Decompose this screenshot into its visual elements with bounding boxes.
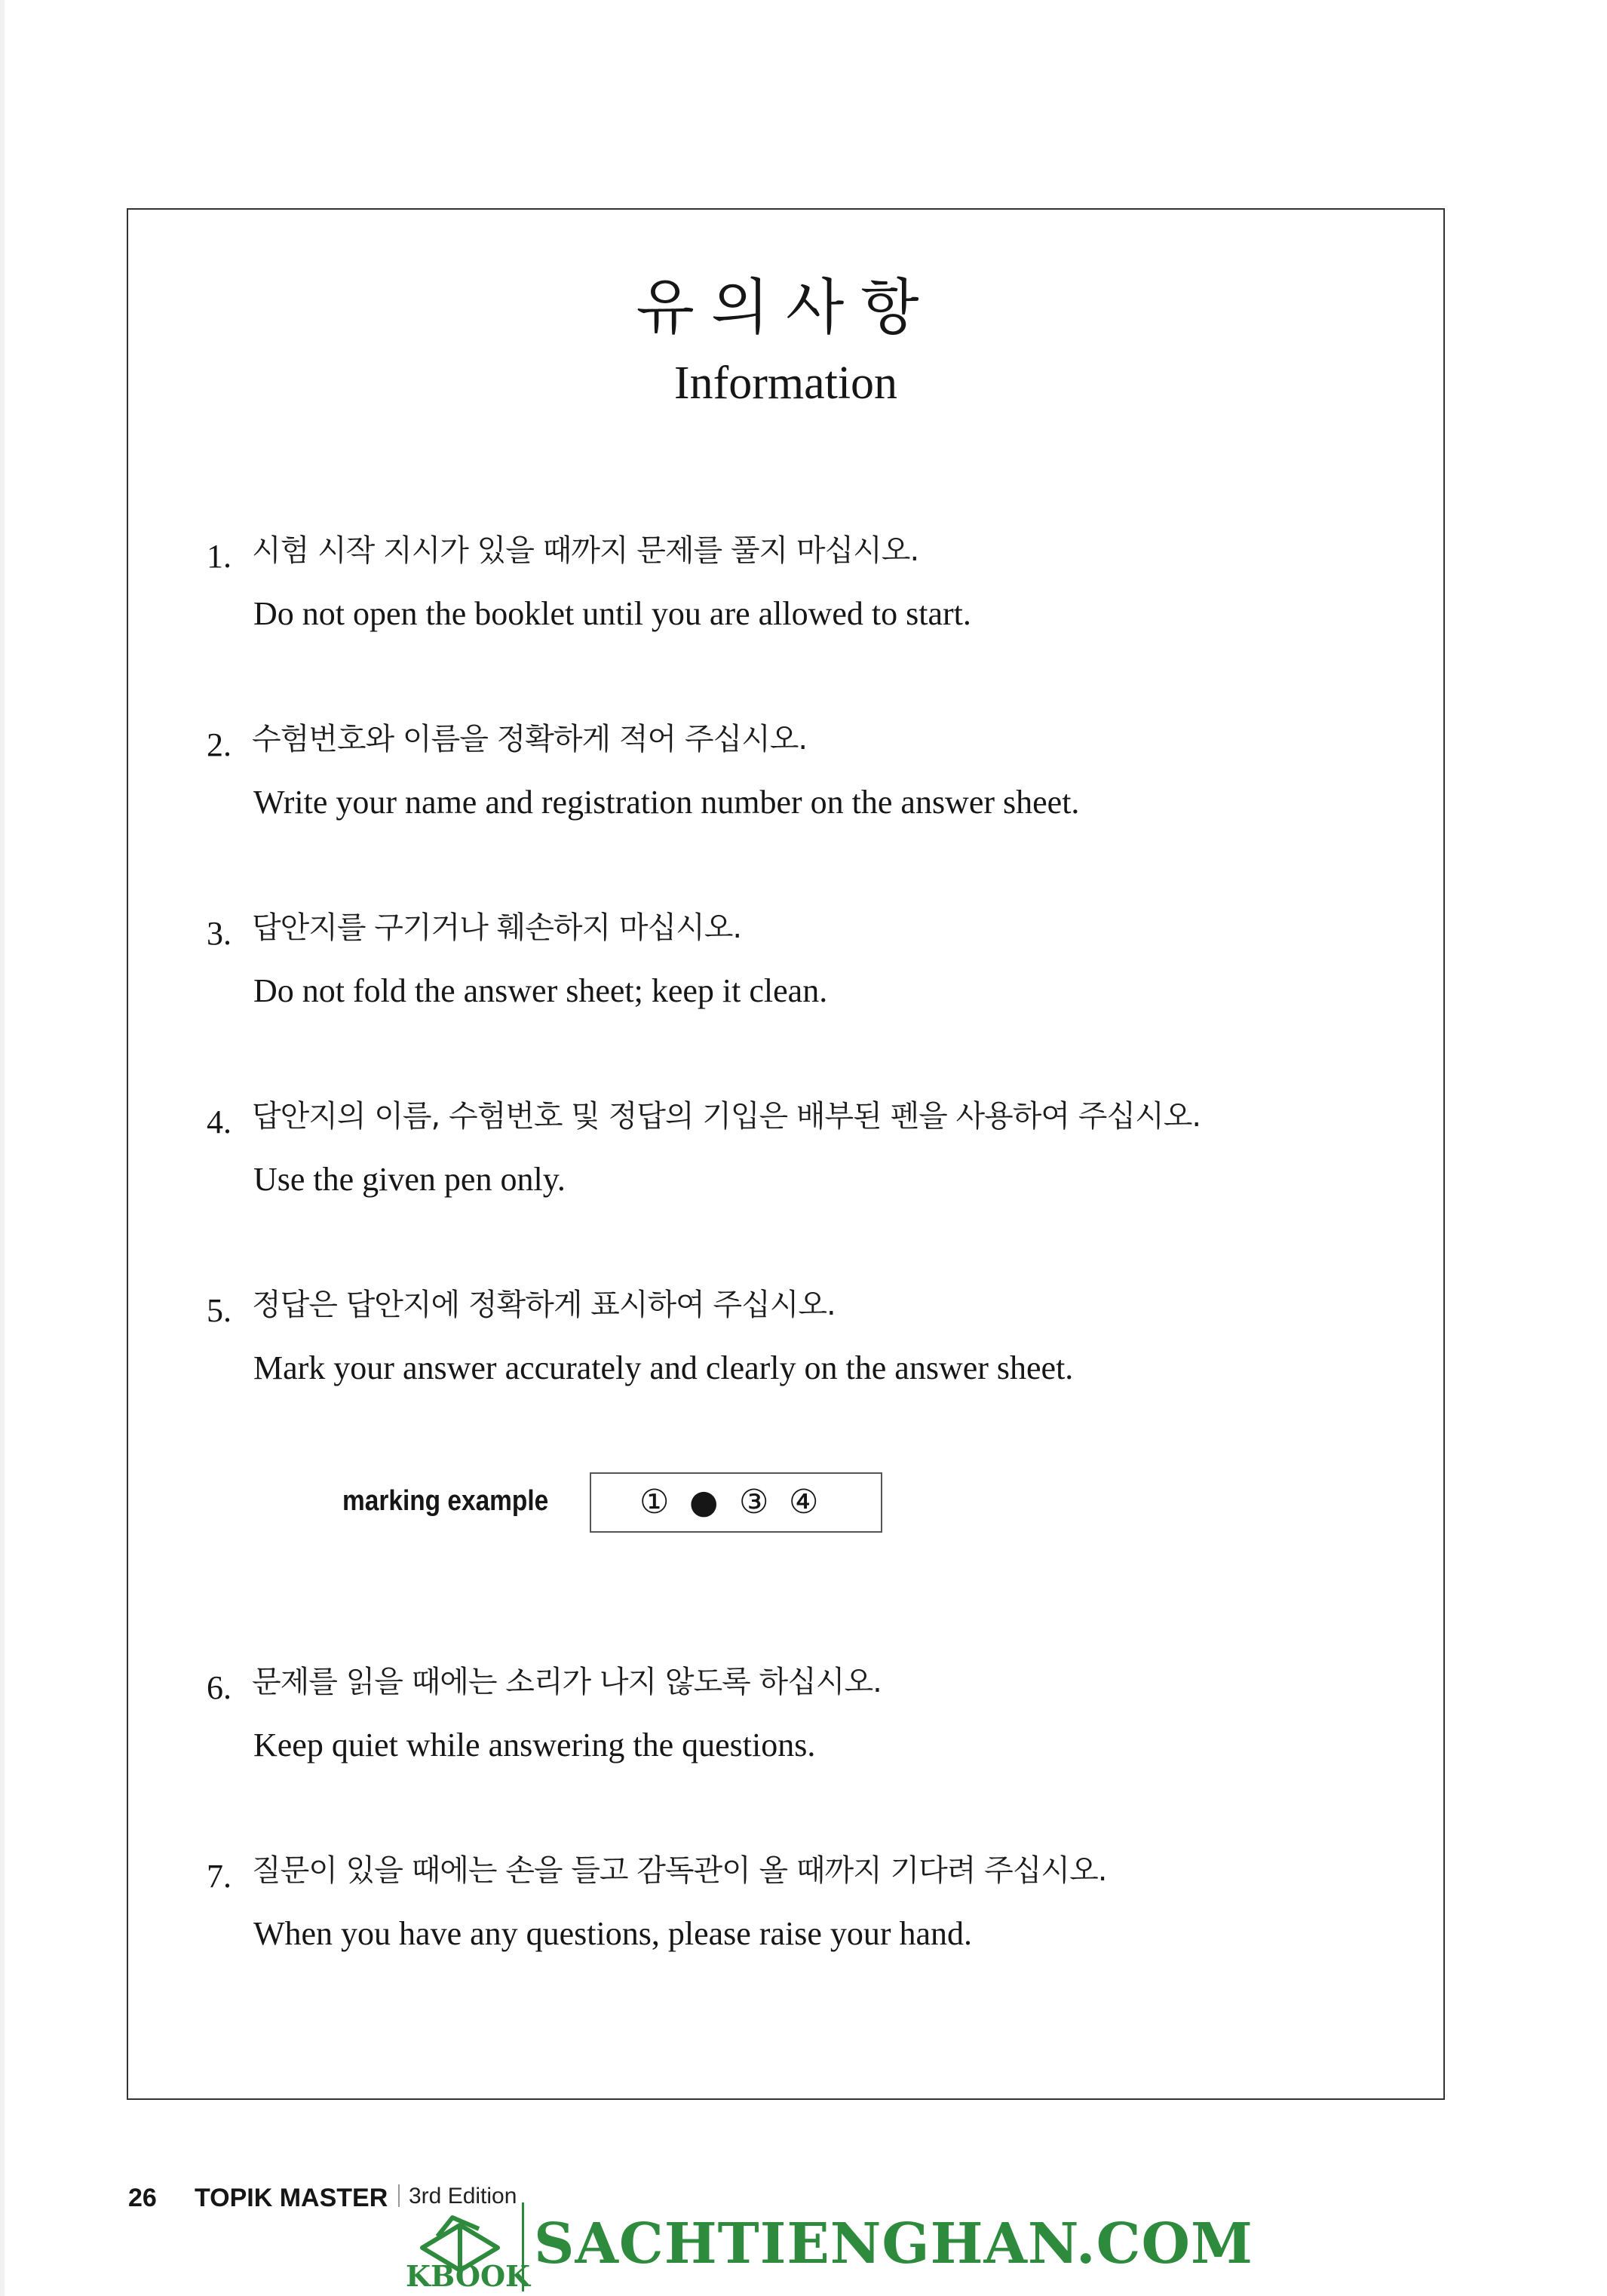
publisher-logo-text: KBOOK	[406, 2259, 531, 2293]
korean-title: 유의사항	[636, 272, 936, 342]
instruction-item-1	[128, 528, 1443, 679]
item-english-text: Write your name and registration number on the answer sheet.	[253, 784, 1080, 821]
book-title: TOPIK MASTER	[195, 2184, 388, 2212]
item-number: 3.	[207, 915, 232, 952]
page-number: 26	[128, 2184, 157, 2212]
watermark-text: SACHTIENGHAN.COM	[534, 2212, 1253, 2276]
option-3-circle: ③	[739, 1483, 769, 1521]
instruction-item-7	[128, 1848, 1443, 1999]
item-english-text: Use the given pen only.	[253, 1161, 566, 1198]
item-korean-text: 수험번호와 이름을 정확하게 적어 주십시오.	[252, 722, 808, 757]
instruction-item-5	[128, 1282, 1443, 1433]
item-korean-text: 답안지의 이름, 수험번호 및 정답의 기입은 배부된 펜을 사용하여 주십시오.	[252, 1099, 1201, 1134]
item-korean-text: 시험 시작 지시가 있을 때까지 문제를 풀지 마십시오.	[252, 533, 919, 568]
item-number: 2.	[207, 726, 232, 763]
instruction-item-4	[128, 1094, 1443, 1245]
item-english-text: Do not fold the answer sheet; keep it clean.	[253, 972, 828, 1009]
marking-example-box	[590, 1472, 882, 1533]
item-number: 4.	[207, 1103, 232, 1140]
information-box	[127, 208, 1445, 2100]
item-english-text: Keep quiet while answering the questions.	[253, 1727, 816, 1763]
edition-label: 3rd Edition	[409, 2184, 517, 2209]
item-korean-text: 문제를 읽을 때에는 소리가 나지 않도록 하십시오.	[252, 1665, 882, 1699]
marking-example-label: marking example	[342, 1485, 549, 1517]
english-title: Information	[673, 358, 898, 409]
item-english-text: Mark your answer accurately and clearly on the answer sheet.	[253, 1349, 1074, 1386]
item-number: 7.	[207, 1858, 232, 1895]
instruction-item-3	[128, 905, 1443, 1056]
option-4-circle: ④	[789, 1483, 819, 1521]
footer-divider	[398, 2184, 400, 2207]
instruction-item-6	[128, 1659, 1443, 1810]
instruction-item-2	[128, 717, 1443, 867]
item-number: 5.	[207, 1292, 232, 1329]
item-korean-text: 질문이 있을 때에는 손을 들고 감독관이 올 때까지 기다려 주십시오.	[252, 1853, 1107, 1888]
item-english-text: When you have any questions, please raise your hand.	[253, 1915, 973, 1952]
item-korean-text: 정답은 답안지에 정확하게 표시하여 주십시오.	[252, 1288, 836, 1322]
item-number: 6.	[207, 1669, 232, 1706]
item-english-text: Do not open the booklet until you are allowed to start.	[253, 595, 971, 632]
option-2-filled-circle: ●	[689, 1483, 719, 1521]
page-edge	[0, 0, 5, 2296]
option-1-circle: ①	[639, 1483, 670, 1521]
item-number: 1.	[207, 538, 232, 575]
item-korean-text: 답안지를 구기거나 훼손하지 마십시오.	[252, 910, 742, 945]
